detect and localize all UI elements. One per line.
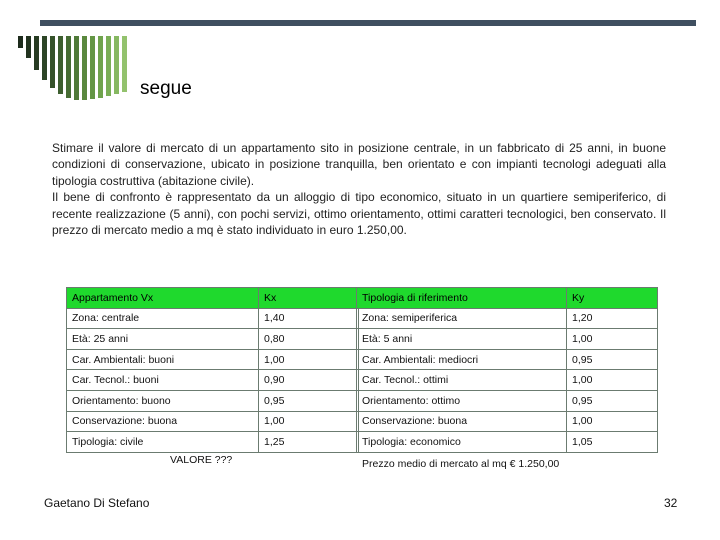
table-row (67, 411, 359, 432)
valore-label: VALORE ??? (170, 454, 233, 466)
table-cell: Zona: semiperiferica (357, 308, 567, 329)
table-cell: 1,05 (567, 432, 658, 453)
table-cell: Conservazione: buona (357, 411, 567, 432)
table-row (357, 390, 658, 411)
header-cell: Appartamento Vx (67, 288, 259, 309)
table-cell: Tipologia: civile (67, 432, 259, 453)
table-header-row (357, 288, 658, 309)
table-cell: Età: 5 anni (357, 329, 567, 350)
table-row (67, 390, 359, 411)
header-cell: Ky (567, 288, 658, 309)
average-price-label: Prezzo medio di mercato al mq € 1.250,00 (362, 458, 560, 470)
header-cell: Tipologia di riferimento (357, 288, 567, 309)
table-row (67, 432, 359, 453)
table-header-row (67, 288, 359, 309)
table-cell: 1,40 (259, 308, 359, 329)
table-cell: Tipologia: economico (357, 432, 567, 453)
table-cell: 1,00 (259, 411, 359, 432)
table-row (357, 349, 658, 370)
table-cell: 1,25 (259, 432, 359, 453)
table-cell: 1,00 (259, 349, 359, 370)
table-cell: Car. Tecnol.: buoni (67, 370, 259, 391)
table-cell: 0,95 (567, 349, 658, 370)
table-cell: 1,00 (567, 411, 658, 432)
table-cell: Car. Tecnol.: ottimi (357, 370, 567, 391)
problem-statement (52, 140, 666, 238)
table-cell: 0,90 (259, 370, 359, 391)
table-cell: Car. Ambientali: buoni (67, 349, 259, 370)
table-row (67, 308, 359, 329)
table-cell: 0,80 (259, 329, 359, 350)
table-cell: Conservazione: buona (67, 411, 259, 432)
table-row (357, 329, 658, 350)
page-number: 32 (664, 496, 678, 510)
table-cell: Orientamento: ottimo (357, 390, 567, 411)
table-row (357, 432, 658, 453)
top-rule (40, 20, 696, 26)
page-title: segue (140, 78, 192, 99)
table-row (357, 370, 658, 391)
reference-coefficients-table (356, 287, 658, 453)
paragraph-comparison: Il bene di confronto è rappresentato da un alloggio di tipo economico, situato in un quartiere semiperiferico, di recente realizzazione (5 anni), con pochi servizi, ottimo orientamento, ottimi caratteri tecnologici, ben conservato. Il prezzo di mercato medio a mq è stato individuato in euro 1.250,00. (52, 190, 666, 238)
header-cell: Kx (259, 288, 359, 309)
table-cell: 1,00 (567, 370, 658, 391)
table-row (357, 308, 658, 329)
table-cell: 0,95 (567, 390, 658, 411)
table-cell: 0,95 (259, 390, 359, 411)
author-name: Gaetano Di Stefano (44, 496, 150, 510)
table-cell: Zona: centrale (67, 308, 259, 329)
paragraph-subject: Stimare il valore di mercato di un appartamento sito in posizione centrale, in un fabbricato di 25 anni, in buone condizioni di conservazione, ubicato in posizione tranquilla, ben orientato e con impianti tecnologi adeguati alla tipologia costruttiva (abitazione civile). (52, 141, 666, 188)
table-cell: Car. Ambientali: mediocri (357, 349, 567, 370)
table-row (67, 370, 359, 391)
table-cell: Orientamento: buono (67, 390, 259, 411)
table-row (357, 411, 658, 432)
table-cell: 1,20 (567, 308, 658, 329)
table-cell: 1,00 (567, 329, 658, 350)
table-row (67, 349, 359, 370)
decorative-bars (18, 36, 138, 106)
table-row (67, 329, 359, 350)
table-cell: Età: 25 anni (67, 329, 259, 350)
subject-coefficients-table (66, 287, 359, 453)
